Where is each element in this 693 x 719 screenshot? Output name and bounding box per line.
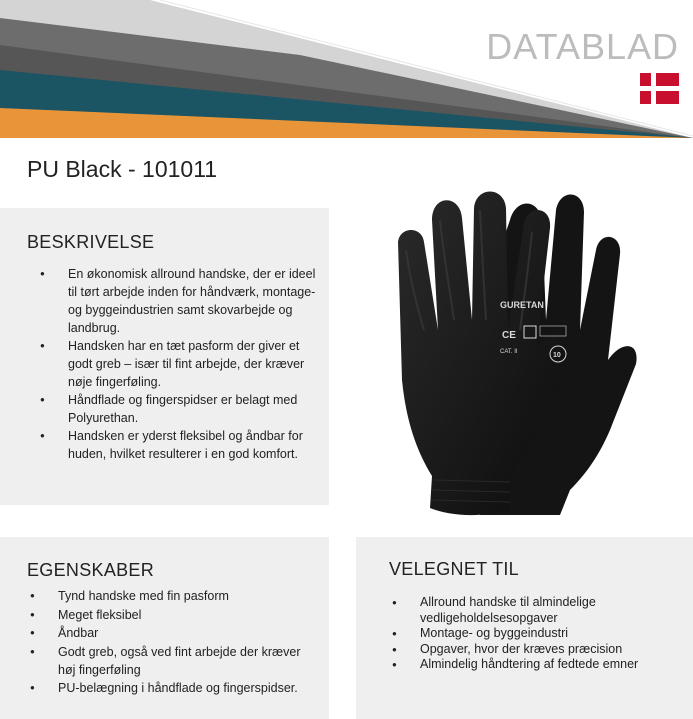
list-item: ● PU-belægning i håndflade og fingerspidser. — [58, 679, 318, 697]
list-item: ● Handsken har en tæt pasform der giver et godt greb – især til fint arbejde, der kræver nøje fingerføling. — [68, 337, 318, 391]
document-title: DATABLAD — [486, 26, 679, 67]
suitable-for-panel — [356, 537, 693, 719]
description-list — [68, 265, 318, 463]
list-item: ● Montage- og byggeindustri — [420, 626, 680, 642]
header-stripes — [0, 0, 693, 140]
glove-size: 10 — [553, 352, 561, 359]
glove-image — [360, 180, 660, 525]
ce-mark-icon: CE — [502, 330, 516, 341]
glove-cat: CAT. II — [500, 349, 518, 355]
denmark-flag-icon — [640, 73, 679, 104]
product-title: PU Black - 101011 — [27, 156, 218, 182]
properties-panel — [0, 537, 329, 719]
properties-heading: EGENSKABER — [27, 560, 155, 580]
list-item: ● En økonomisk allround handske, der er ideel til tørt arbejde inden for håndværk, montage- og byggeindustrien samt skovarbejde og landbrug. — [68, 265, 318, 337]
list-item: ● Opgaver, hvor der kræves præcision — [420, 642, 680, 658]
properties-list — [58, 587, 318, 698]
description-heading: BESKRIVELSE — [27, 232, 155, 252]
description-panel — [0, 208, 329, 505]
list-item: ● Godt greb, også ved fint arbejde der kræver høj fingerføling — [58, 643, 318, 679]
list-item: ● Tynd handske med fin pasform — [58, 587, 318, 605]
list-item: ● Håndflade og fingerspidser er belagt med Polyurethan. — [68, 391, 318, 427]
suitable-for-list — [420, 595, 680, 673]
list-item: ● Meget fleksibel — [58, 606, 318, 624]
list-item: ● Allround handske til almindelige vedligeholdelsesopgaver — [420, 595, 680, 626]
glove-brand: GURETAN — [500, 300, 544, 310]
suitable-for-heading: VELEGNET TIL — [389, 559, 519, 579]
list-item: ● Handsken er yderst fleksibel og åndbar for huden, hvilket resulterer i en god komfort. — [68, 427, 318, 463]
list-item: ● Almindelig håndtering af fedtede emner — [420, 657, 680, 673]
list-item: ● Åndbar — [58, 624, 318, 642]
